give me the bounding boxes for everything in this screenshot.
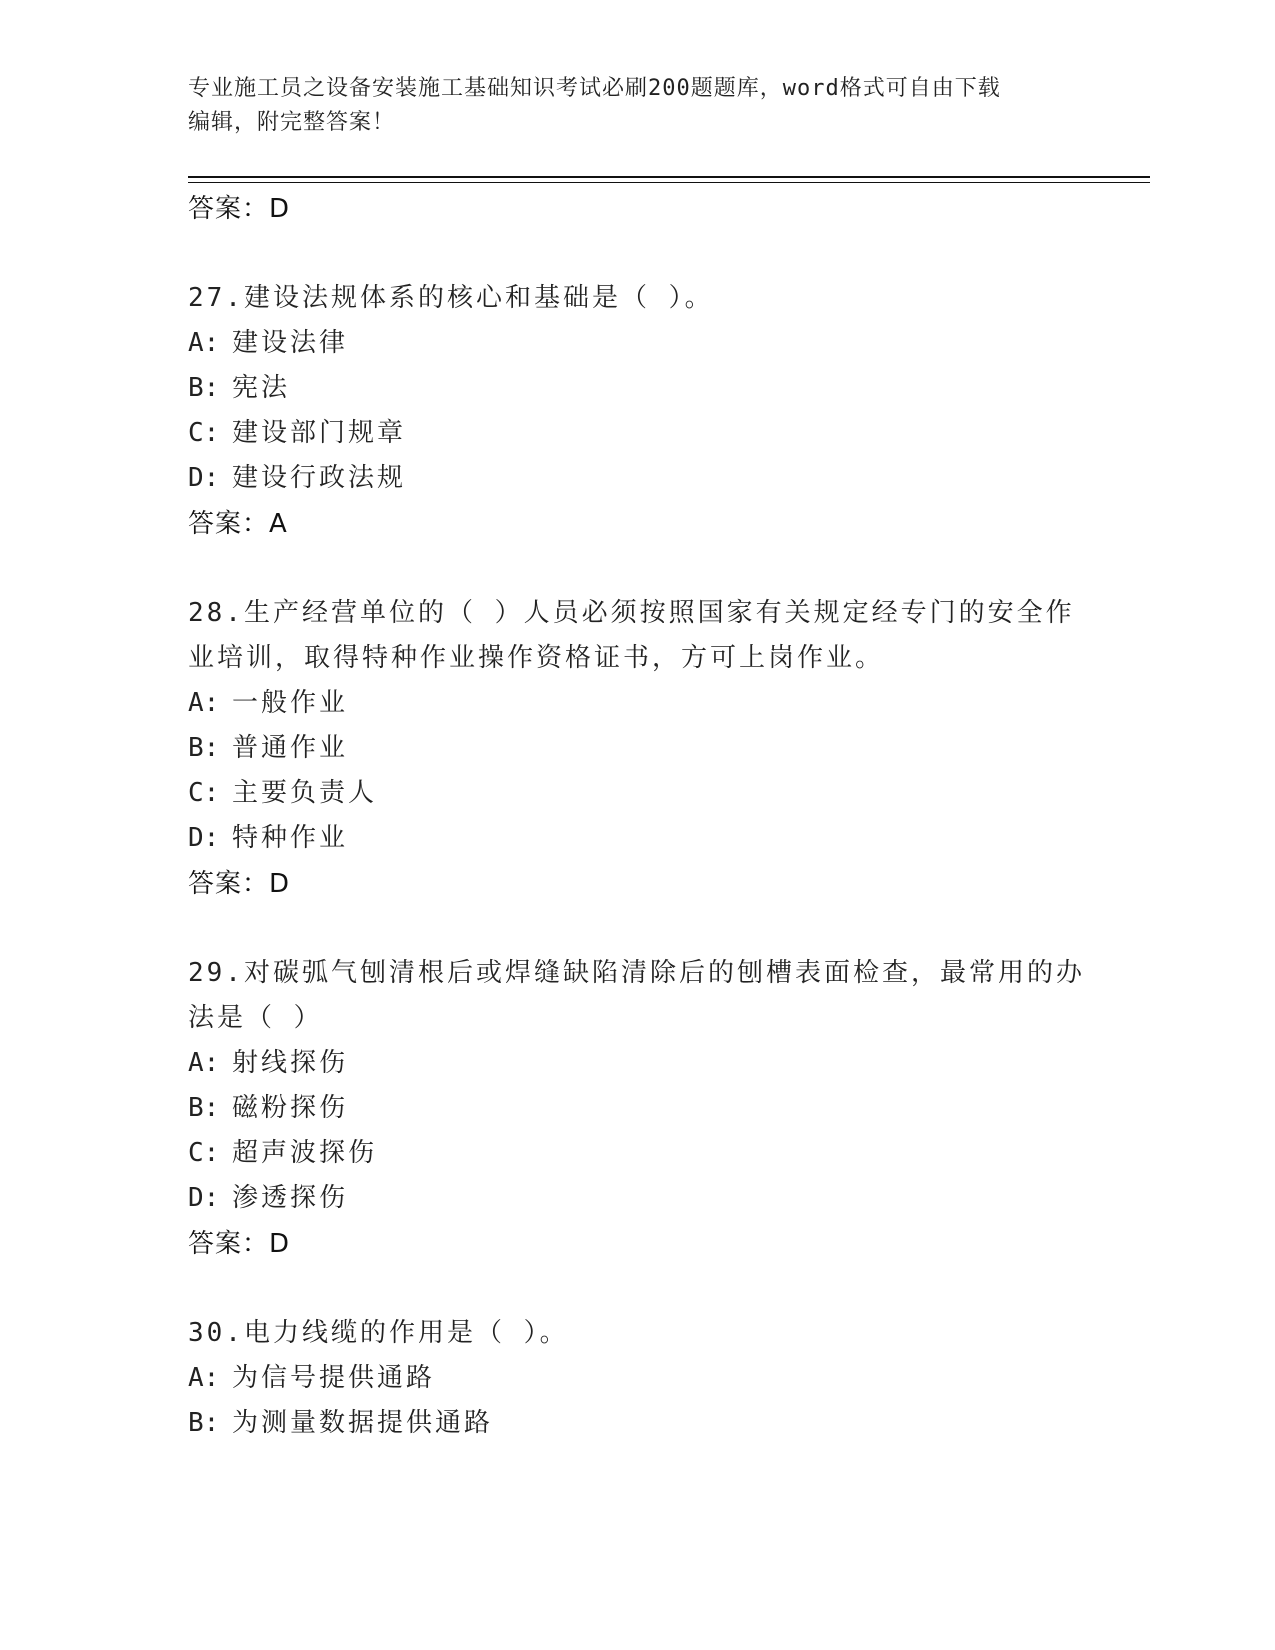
- question-27: [188, 276, 1088, 547]
- answer-29: 答案：D: [188, 1229, 291, 1259]
- question-30: [188, 1311, 1088, 1446]
- option-c: [188, 1131, 1088, 1176]
- option-c: [188, 411, 1088, 456]
- option-label: A:: [188, 1363, 220, 1393]
- option-text: 宪法: [232, 373, 291, 403]
- option-label: A:: [188, 1048, 220, 1078]
- option-text: 建设法律: [232, 328, 349, 358]
- option-b: [188, 1401, 1088, 1446]
- question-stem-line2: 法是（ ）: [188, 1003, 323, 1033]
- option-a: [188, 1356, 1088, 1401]
- option-text: 建设部门规章: [232, 418, 407, 448]
- option-a: [188, 1041, 1088, 1086]
- option-a: [188, 681, 1088, 726]
- option-d: [188, 816, 1088, 861]
- option-text: 超声波探伤: [232, 1138, 378, 1168]
- answer-27: 答案：A: [188, 509, 288, 539]
- option-text: 主要负责人: [232, 778, 378, 808]
- question-stem-line1: 28.生产经营单位的（ ）人员必须按照国家有关规定经专门的安全作: [188, 598, 1075, 628]
- spacer: [188, 232, 1088, 276]
- option-label: B:: [188, 1408, 220, 1438]
- option-label: B:: [188, 1093, 220, 1123]
- option-text: 普通作业: [232, 733, 349, 763]
- question-28: [188, 591, 1088, 907]
- option-text: 一般作业: [232, 688, 349, 718]
- option-text: 为信号提供通路: [232, 1363, 436, 1393]
- option-b: [188, 366, 1088, 411]
- option-label: C:: [188, 418, 220, 448]
- answer-28: 答案：D: [188, 869, 291, 899]
- option-text: 建设行政法规: [232, 463, 407, 493]
- option-a: [188, 321, 1088, 366]
- option-label: B:: [188, 373, 220, 403]
- question-stem: 27.建设法规体系的核心和基础是（ ）。: [188, 283, 714, 313]
- header-rule-thin: [188, 182, 1150, 183]
- option-label: C:: [188, 778, 220, 808]
- option-c: [188, 771, 1088, 816]
- option-label: A:: [188, 688, 220, 718]
- spacer: [188, 547, 1088, 591]
- option-text: 为测量数据提供通路: [232, 1408, 494, 1438]
- option-b: [188, 1086, 1088, 1131]
- spacer: [188, 907, 1088, 951]
- option-b: [188, 726, 1088, 771]
- question-29: [188, 951, 1088, 1267]
- option-text: 特种作业: [232, 823, 349, 853]
- header-rule-thick: [188, 176, 1150, 178]
- spacer: [188, 1267, 1088, 1311]
- option-text: 渗透探伤: [232, 1183, 349, 1213]
- option-d: [188, 1176, 1088, 1221]
- option-label: C:: [188, 1138, 220, 1168]
- option-label: D:: [188, 463, 220, 493]
- option-text: 磁粉探伤: [232, 1093, 349, 1123]
- question-stem-line2: 业培训，取得特种作业操作资格证书，方可上岗作业。: [188, 643, 885, 673]
- question-list: [188, 186, 1088, 1446]
- option-label: D:: [188, 823, 220, 853]
- option-text: 射线探伤: [232, 1048, 349, 1078]
- header-title-line1: 专业施工员之设备安装施工基础知识考试必刷200题题库，word格式可自由下载: [188, 76, 1001, 101]
- page-header: [188, 72, 1068, 140]
- question-stem: 30.电力线缆的作用是（ ）。: [188, 1318, 569, 1348]
- question-stem-line1: 29.对碳弧气刨清根后或焊缝缺陷清除后的刨槽表面检查，最常用的办: [188, 958, 1085, 988]
- answer-previous: 答案：D: [188, 194, 291, 224]
- option-d: [188, 456, 1088, 501]
- option-label: B:: [188, 733, 220, 763]
- header-title-line2: 编辑，附完整答案！: [188, 110, 396, 135]
- option-label: D:: [188, 1183, 220, 1213]
- option-label: A:: [188, 328, 220, 358]
